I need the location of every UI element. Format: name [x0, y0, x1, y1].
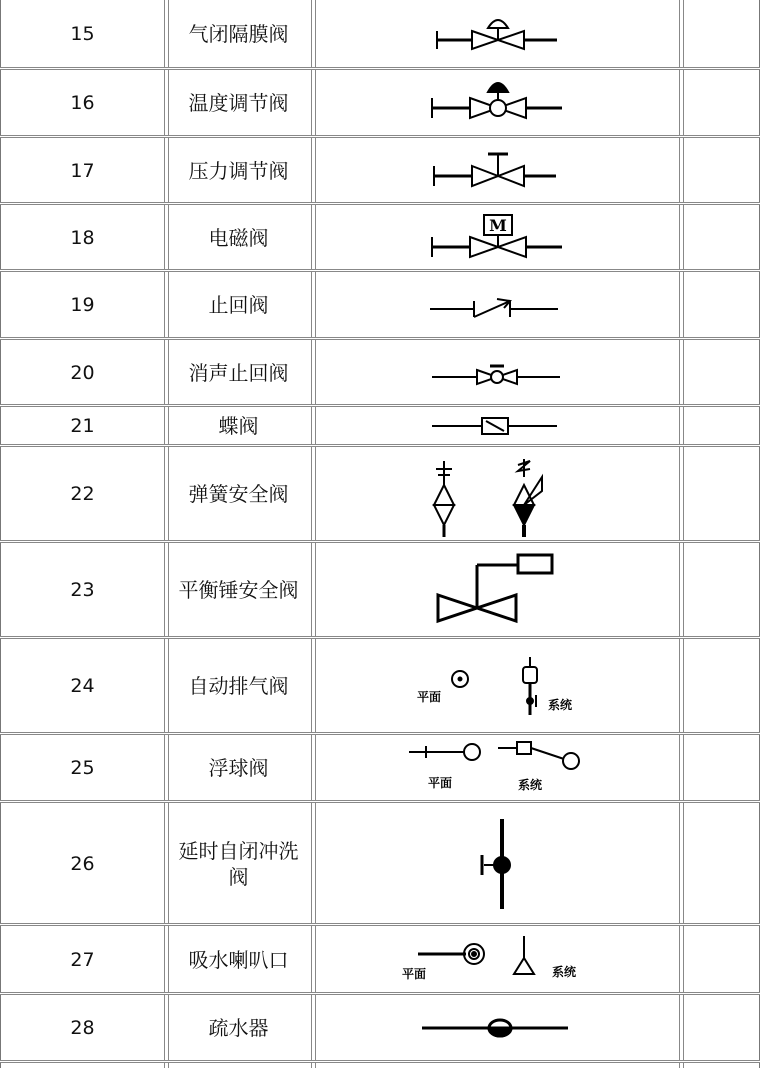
row-divider: [0, 923, 760, 926]
table-row: [0, 543, 760, 637]
table-row: [0, 995, 760, 1061]
symbol-cell: [312, 407, 680, 445]
row-number: 20: [70, 361, 95, 384]
plan-label: 平面: [402, 967, 427, 981]
symbol-cell: [312, 70, 680, 136]
row-divider: [0, 540, 760, 543]
remark-cell: [680, 447, 760, 541]
valve-name: 压力调节阀: [188, 158, 289, 183]
table-row: [0, 407, 760, 445]
valve-name: 延时自闭冲洗阀: [178, 838, 299, 889]
delay-flush-valve-icon: [312, 803, 680, 924]
table-row: [0, 926, 760, 993]
row-number: 21: [70, 415, 95, 437]
column-divider: [164, 0, 169, 1068]
row-number: 24: [70, 675, 95, 697]
row-divider: [0, 404, 760, 407]
valve-name: 平衡锤安全阀: [178, 578, 299, 602]
symbol-cell: [312, 340, 680, 405]
row-divider: [0, 800, 760, 803]
valve-name: 疏水器: [208, 1016, 269, 1040]
row-number: 15: [70, 23, 95, 45]
spring-safety-valve-icon: [312, 447, 680, 541]
remark-cell: [680, 70, 760, 136]
row-divider: [0, 992, 760, 995]
remark-cell: [680, 639, 760, 733]
row-number: 18: [70, 226, 95, 249]
motor-label: M: [489, 216, 507, 235]
valve-name: 自动排气阀: [188, 674, 289, 698]
remark-cell: [680, 735, 760, 801]
row-divider: [0, 269, 760, 272]
valve-name: 吸水喇叭口: [188, 947, 289, 972]
silent-check-valve-icon: [312, 340, 680, 405]
row-divider: [0, 732, 760, 735]
valve-name: 消声止回阀: [188, 360, 289, 385]
table-row: [0, 70, 760, 136]
remark-cell: [680, 407, 760, 445]
valve-name: 温度调节阀: [188, 91, 289, 115]
valve-name: 电磁阀: [208, 225, 269, 250]
row-number: 16: [70, 92, 95, 114]
valve-name: 止回阀: [208, 293, 269, 317]
remark-cell: [680, 995, 760, 1061]
remark-cell: [680, 0, 760, 68]
row-number: 23: [70, 579, 95, 601]
system-label: 系统: [552, 965, 577, 979]
remark-cell: [680, 138, 760, 203]
remark-cell: [680, 926, 760, 993]
plan-label: 平面: [417, 690, 442, 704]
system-label: 系统: [548, 698, 573, 712]
check-valve-icon: [312, 272, 680, 338]
row-divider: [0, 636, 760, 639]
remark-cell: [680, 272, 760, 338]
row-divider: [0, 1060, 760, 1063]
table-border: [0, 0, 1, 1068]
symbol-cell: [312, 639, 680, 733]
pressure-control-valve-icon: [312, 138, 680, 203]
auto-air-vent-icon: [312, 639, 680, 733]
row-number: 27: [70, 948, 95, 971]
row-divider: [0, 135, 760, 138]
row-divider: [0, 67, 760, 70]
row-number: 28: [70, 1017, 95, 1039]
table-row: [0, 138, 760, 203]
valve-name: 浮球阀: [208, 756, 269, 780]
table-row: [0, 272, 760, 338]
row-number: 22: [70, 483, 95, 505]
table-row: [0, 205, 760, 270]
row-number: 26: [70, 852, 95, 875]
system-label: 系统: [518, 778, 543, 792]
valve-name: 弹簧安全阀: [188, 482, 289, 506]
symbol-cell: [312, 735, 680, 801]
row-number: 19: [70, 294, 95, 316]
symbol-cell: [312, 447, 680, 541]
symbol-cell: [312, 138, 680, 203]
column-divider: [311, 0, 316, 1068]
row-divider: [0, 337, 760, 340]
symbol-cell: [312, 543, 680, 637]
butterfly-valve-icon: [312, 407, 680, 445]
remark-cell: [680, 205, 760, 270]
plan-label: 平面: [428, 776, 453, 790]
table-row: [0, 447, 760, 541]
float-valve-icon: [312, 735, 680, 801]
remark-cell: [680, 803, 760, 924]
row-number: 17: [70, 159, 95, 182]
steam-trap-icon: [312, 995, 680, 1061]
valve-name: 气闭隔膜阀: [188, 22, 289, 46]
table-row: [0, 735, 760, 801]
table-row: [0, 340, 760, 405]
symbol-cell: [312, 926, 680, 993]
symbol-cell: [312, 0, 680, 68]
row-number: 25: [70, 757, 95, 779]
table-row: [0, 803, 760, 924]
table-row: [0, 0, 760, 68]
column-divider: [679, 0, 684, 1068]
remark-cell: [680, 543, 760, 637]
table-row: [0, 639, 760, 733]
remark-cell: [680, 340, 760, 405]
symbol-cell: [312, 205, 680, 270]
symbol-cell: [312, 272, 680, 338]
row-divider: [0, 202, 760, 205]
weight-safety-valve-icon: [312, 543, 680, 637]
suction-bell-mouth-icon: [312, 926, 680, 993]
symbol-cell: [312, 803, 680, 924]
row-divider: [0, 444, 760, 447]
symbol-cell: [312, 995, 680, 1061]
valve-name: 蝶阀: [218, 414, 259, 438]
temperature-control-valve-icon: [312, 70, 680, 136]
solenoid-valve-icon: [312, 205, 680, 270]
diaphragm-valve-icon: [312, 0, 680, 68]
